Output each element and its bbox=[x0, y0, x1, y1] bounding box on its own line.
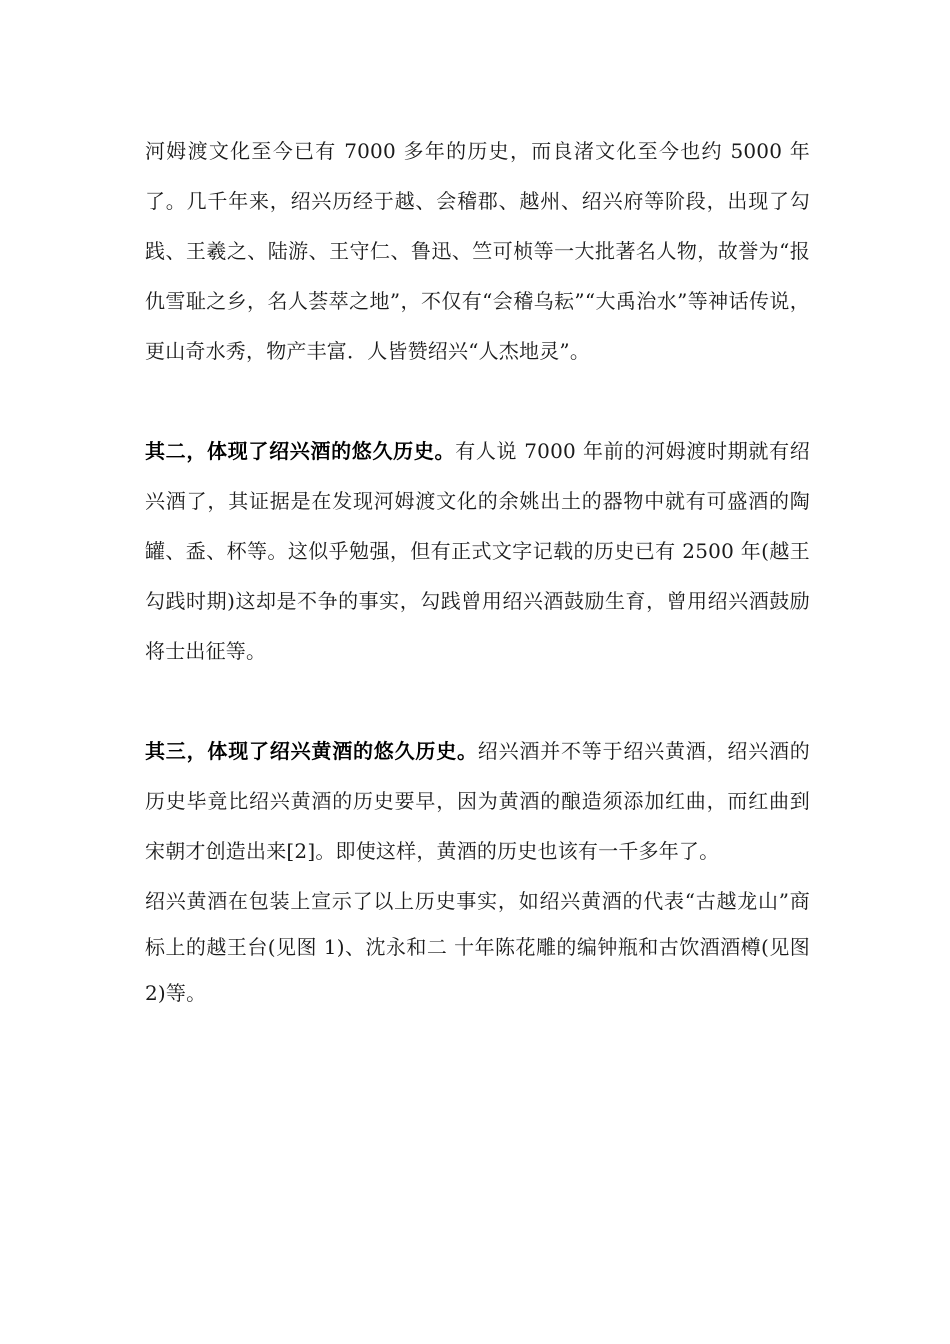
third-point-body: 绍兴酒并不等于绍兴黄酒，绍兴酒的历史毕竟比绍兴黄酒的历史要早，因为黄酒的酿造须添加红曲，而红曲到宋朝才创造出来[2]。即使这样，黄酒的历史也该有一千多年了。 bbox=[145, 739, 810, 863]
document-page bbox=[145, 126, 810, 1016]
second-point-heading: 其二，体现了绍兴酒的悠久历史。 bbox=[145, 439, 456, 463]
closing-paragraph: 绍兴黄酒在包装上宣示了以上历史事实，如绍兴黄酒的代表“古越龙山”商标上的越王台(见图 1)、沈永和二 十年陈花雕的编钟瓶和古饮酒酒樽(见图 2)等。 bbox=[145, 889, 810, 1005]
second-point-body: 有人说 7000 年前的河姆渡时期就有绍兴酒了，其证据是在发现河姆渡文化的余姚出土的器物中就有可盛酒的陶罐、盉、杯等。这似乎勉强，但有正式文字记载的历史已有 2500 年(越王勾践时期)这却是不争的事实，勾践曾用绍兴酒鼓励生育，曾用绍兴酒鼓励将士出征等。 bbox=[145, 439, 810, 663]
third-point-paragraph bbox=[145, 726, 810, 876]
intro-paragraph: 河姆渡文化至今已有 7000 多年的历史，而良渚文化至今也约 5000 年了。几千年来，绍兴历经于越、会稽郡、越州、绍兴府等阶段，出现了勾践、王羲之、陆游、王守仁、鲁迅、竺可桢等一大批著名人物，故誉为“报仇雪耻之乡，名人荟萃之地”，不仅有“会稽乌耘”“大禹治水”等神话传说，更山奇水秀，物产丰富．人皆赞绍兴“人杰地灵”。 bbox=[145, 139, 810, 363]
paragraph-spacer bbox=[145, 676, 810, 726]
second-point-paragraph bbox=[145, 426, 810, 676]
third-point-heading: 其三，体现了绍兴黄酒的悠久历史。 bbox=[145, 739, 478, 763]
paragraph-spacer bbox=[145, 376, 810, 426]
